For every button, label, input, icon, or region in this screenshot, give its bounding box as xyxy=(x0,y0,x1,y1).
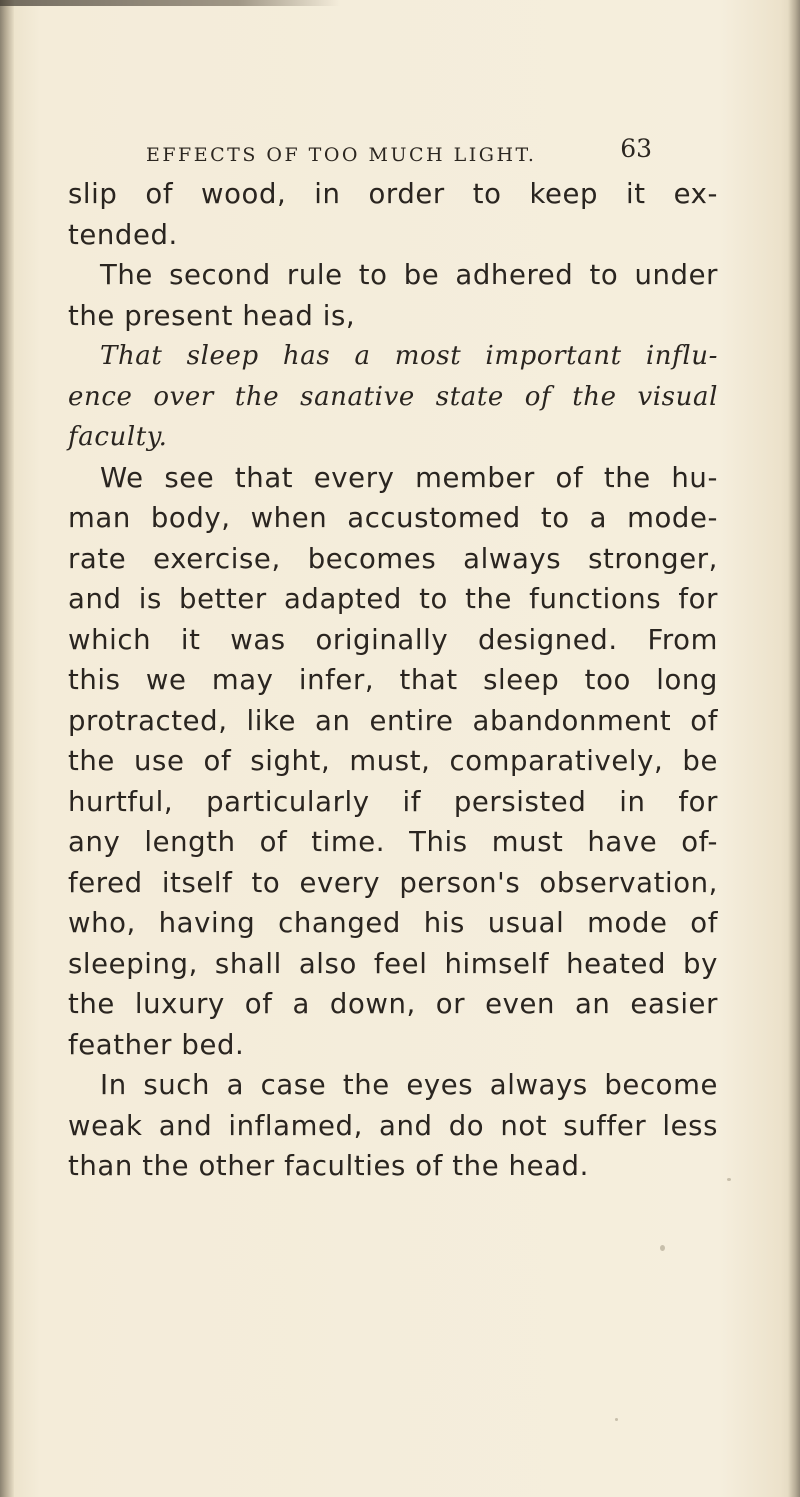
text-line: any length of time. This must have of- xyxy=(68,826,718,858)
running-head: EFFECTS OF TOO MUCH LIGHT. xyxy=(146,144,537,166)
paper-speck xyxy=(615,1418,618,1421)
text-line: tended. xyxy=(68,218,178,251)
text-line: which it was originally designed. From xyxy=(68,623,718,656)
page-number: 63 xyxy=(620,134,652,163)
body-text xyxy=(68,174,718,1187)
text-line: the present head is, xyxy=(68,299,356,332)
text-line: rate exercise, becomes always stronger, xyxy=(68,542,718,575)
text-line: feather bed. xyxy=(68,1028,245,1061)
text-line: weak and inflamed, and do not suffer less xyxy=(68,1109,718,1142)
text-line: The second rule to be adhered to under xyxy=(100,259,718,291)
paper-speck xyxy=(660,1245,665,1251)
text-line: hurtful, particularly if persisted in for xyxy=(68,785,718,818)
text-line: than the other faculties of the head. xyxy=(68,1150,589,1182)
text-line: slip of wood, in order to keep it ex- xyxy=(68,178,718,210)
text-line: man body, when accustomed to a mode- xyxy=(68,502,718,534)
text-line-italic: ence over the sanative state of the visual xyxy=(68,381,718,412)
text-line: sleeping, shall also feel himself heated by xyxy=(68,947,718,980)
text-line-italic: faculty. xyxy=(68,422,168,452)
text-line: this we may infer, that sleep too long xyxy=(68,664,718,696)
text-line: fered itself to every person's observation, xyxy=(68,866,718,899)
page-binding-shadow xyxy=(0,0,14,1497)
text-line: and is better adapted to the functions for xyxy=(68,583,718,615)
page-header xyxy=(146,134,666,174)
text-line: We see that every member of the hu- xyxy=(100,461,718,494)
text-line: protracted, like an entire abandonment of xyxy=(68,704,718,737)
paper-speck xyxy=(727,1178,731,1181)
text-line: who, having changed his usual mode of xyxy=(68,907,718,939)
page-top-shadow xyxy=(0,0,340,6)
text-line: the use of sight, must, comparatively, be xyxy=(68,745,718,777)
page-edge-shadow xyxy=(788,0,800,1497)
text-line: the luxury of a down, or even an easier xyxy=(68,988,718,1020)
text-line: In such a case the eyes always become xyxy=(100,1069,718,1101)
text-line-italic: That sleep has a most important influ- xyxy=(100,341,718,371)
